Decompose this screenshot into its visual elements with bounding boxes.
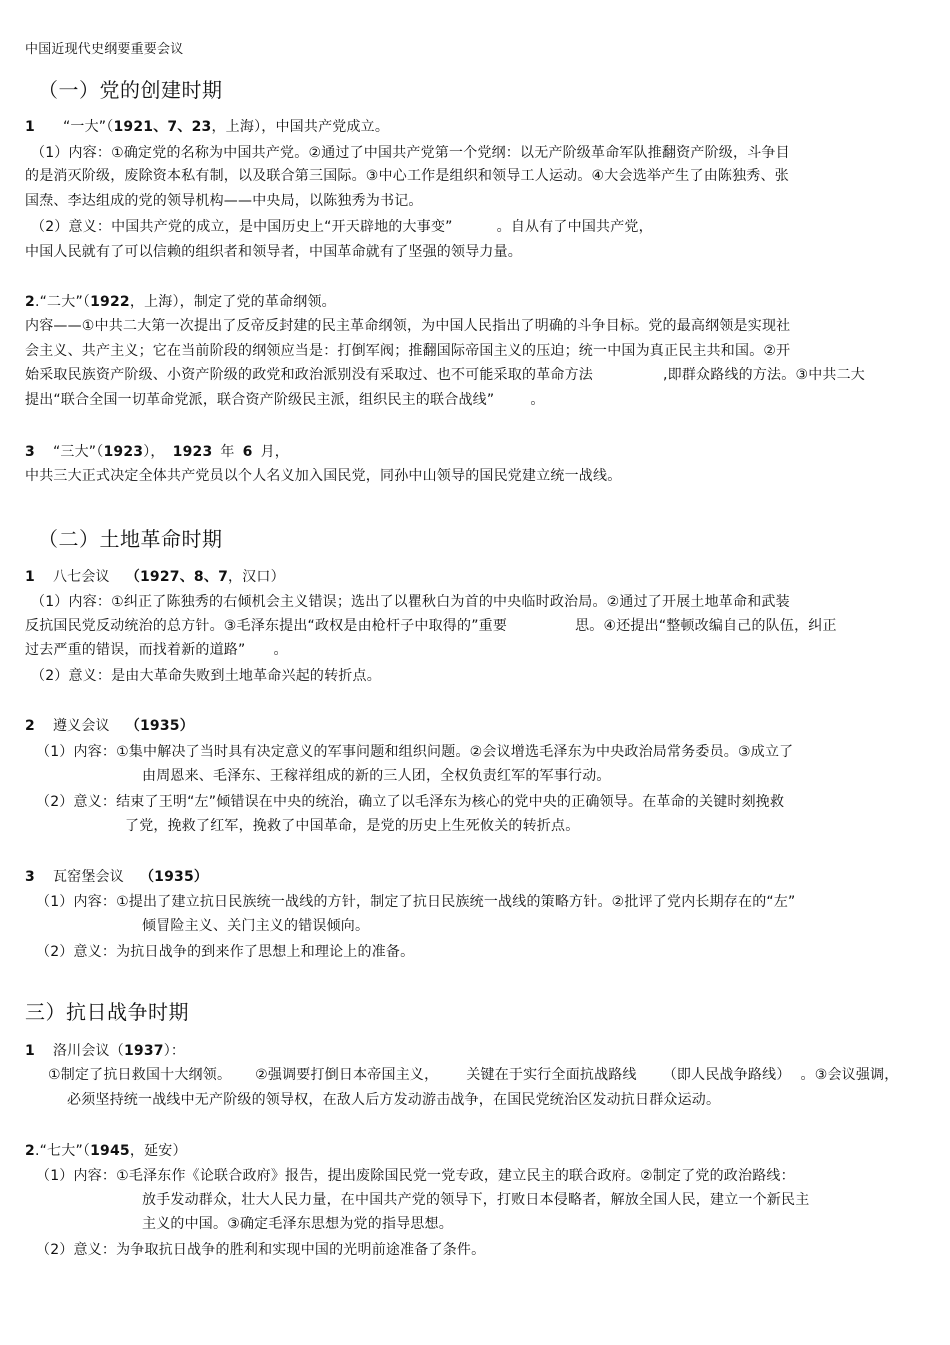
item-number: 2 [25, 1143, 35, 1159]
content-line: 中共三大正式决定全体共产党员以个人名义加入国民党，同孙中山领导的国民党建立统一战线。 [25, 468, 622, 484]
item-number: 2 [25, 718, 35, 734]
meeting-heading-august-seventh: 1 八七会议 （1927、8、7，汉口） [25, 569, 285, 585]
significance-line: （2）意义：是由大革命失败到土地革命兴起的转折点。 [31, 668, 381, 684]
item-number: 3 [25, 869, 35, 885]
section-title-land-revolution: （二）土地革命时期 [38, 527, 223, 551]
item-number: 1 [25, 1043, 35, 1059]
content-line: 内容——①中共二大第一次提出了反帝反封建的民主革命纲领，为中国人民指出了明确的斗争目标。党的最高纲领是实现社 [25, 318, 791, 334]
significance-line: （2）意义：为争取抗日战争的胜利和实现中国的光明前途准备了条件。 [36, 1242, 486, 1258]
content-line: 主义的中国。③确定毛泽东思想为党的指导思想。 [142, 1216, 453, 1232]
content-line: 的是消灭阶级，废除资本私有制，以及联合第三国际。③中心工作是组织和领导工人运动。④大会选举产生了由陈独秀、张 [25, 168, 789, 184]
content-line: （1）内容：①提出了建立抗日民族统一战线的方针，制定了抗日民族统一战线的策略方针。②批评了党内长期存在的“左” [36, 894, 796, 910]
content-line: 过去严重的错误，而找着新的道路” 。 [25, 642, 288, 658]
content-line: 由周恩来、毛泽东、王稼祥组成的新的三人团，全权负责红军的军事行动。 [142, 768, 611, 784]
significance-line: 了党，挽救了红军，挽救了中国革命，是党的历史上生死攸关的转折点。 [125, 818, 580, 834]
content-line: 会主义、共产主义；它在当前阶段的纲领应当是：打倒军阀；推翻国际帝国主义的压迫；统一中国为真正民主共和国。②开 [25, 343, 791, 359]
meeting-heading-seventh-congress: 2.“七大”（1945，延安） [25, 1143, 187, 1159]
significance-line: （2）意义：中国共产党的成立，是中国历史上“开天辟地的大事变” 。自从有了中国共产党， [31, 219, 653, 235]
content-line: 反抗国民党反动统治的总方针。③毛泽东提出“政权是由枪杆子中取得的”重要 思。④还提出“整顿改编自己的队伍，纠正 [25, 618, 837, 634]
content-line: （1）内容：①纠正了陈独秀的右倾机会主义错误；选出了以瞿秋白为首的中央临时政治局。②通过了开展土地革命和武装 [31, 594, 790, 610]
item-number: 1 [25, 569, 35, 585]
content-line: 放手发动群众，壮大人民力量，在中国共产党的领导下，打败日本侵略者，解放全国人民，建立一个新民主 [142, 1192, 810, 1208]
content-line: 始采取民族资产阶级、小资产阶级的政党和政治派别没有采取过、也不可能采取的革命方法 ,即群众路线的方法。③中共二大 [25, 367, 866, 383]
section-title-founding: （一）党的创建时期 [38, 78, 223, 102]
content-line: ①制定了抗日救国十大纲领。 ②强调要打倒日本帝国主义， 关键在于实行全面抗战路线 （即人民战争路线） 。③会议强调， [48, 1067, 899, 1083]
significance-line: （2）意义：为抗日战争的到来作了思想上和理论上的准备。 [36, 944, 415, 960]
significance-line: 中国人民就有了可以信赖的组织者和领导者，中国革命就有了坚强的领导力量。 [25, 244, 522, 260]
item-number: 3 [25, 444, 35, 460]
item-number: 2 [25, 294, 35, 310]
document-title: 中国近现代史纲要重要会议 [25, 42, 184, 57]
meeting-heading-third-congress: 3 “三大”（1923）， 1923 年 6 月， [25, 444, 289, 460]
section-title-anti-japanese-war: 三）抗日战争时期 [25, 1000, 189, 1024]
meeting-heading-wayaobao: 3 瓦窑堡会议 （1935） [25, 869, 209, 885]
content-line: （1）内容：①确定党的名称为中国共产党。②通过了中国共产党第一个党纲：以无产阶级革命军队推翻资产阶级，斗争目 [31, 145, 790, 161]
content-line: 国焘、李达组成的党的领导机构——中央局，以陈独秀为书记。 [25, 193, 423, 209]
meeting-heading-first-congress: 1 “一大”（1921、7、23，上海），中国共产党成立。 [25, 119, 390, 135]
meeting-heading-zunyi: 2 遵义会议 （1935） [25, 718, 194, 734]
significance-line: （2）意义：结束了王明“左”倾错误在中央的统治，确立了以毛泽东为核心的党中央的正确领导。在革命的关键时刻挽救 [36, 794, 785, 810]
content-line: （1）内容：①毛泽东作《论联合政府》报告，提出废除国民党一党专政，建立民主的联合政府。②制定了党的政治路线： [36, 1168, 795, 1184]
content-line: （1）内容：①集中解决了当时具有决定意义的军事问题和组织问题。②会议增选毛泽东为中央政治局常务委员。③成立了 [36, 744, 794, 760]
content-line: 倾冒险主义、关门主义的错误倾向。 [142, 918, 370, 934]
meeting-heading-second-congress: 2.“二大”（1922，上海），制定了党的革命纲领。 [25, 294, 336, 310]
meeting-heading-luochuan: 1 洛川会议（1937）： [25, 1043, 186, 1059]
content-line: 必须坚持统一战线中无产阶级的领导权，在敌人后方发动游击战争，在国民党统治区发动抗日群众运动。 [67, 1092, 721, 1108]
item-number: 1 [25, 119, 35, 135]
content-line: 提出“联合全国一切革命党派，联合资产阶级民主派，组织民主的联合战线” 。 [25, 392, 545, 408]
